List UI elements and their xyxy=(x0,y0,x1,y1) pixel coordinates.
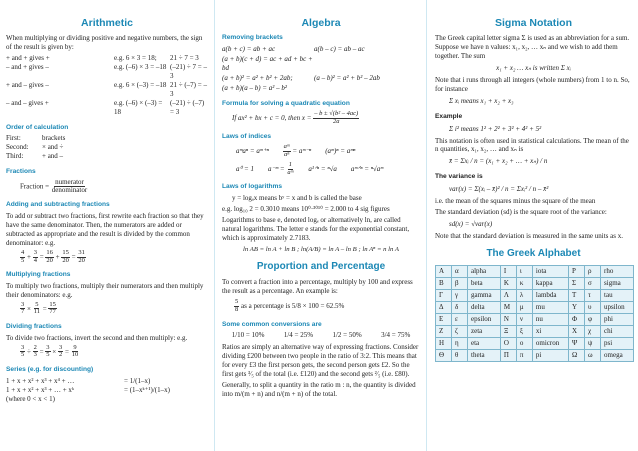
adding-fractions-heading: Adding and subtracting fractions xyxy=(6,201,110,209)
proportion-title: Proportion and Percentage xyxy=(256,261,386,273)
standard-deviation-equation: sd(x) = √var(x) xyxy=(449,219,493,228)
quadratic-heading: Formula for solving a quadratic equation xyxy=(222,99,350,107)
greek-letter-lower: β xyxy=(452,278,468,290)
greek-row xyxy=(436,338,634,350)
greek-letter-upper: Η xyxy=(436,338,452,350)
greek-letter-upper: Μ xyxy=(500,302,516,314)
order-label: Third: xyxy=(6,152,24,161)
greek-letter-upper: Ρ xyxy=(569,266,585,278)
greek-letter-lower: χ xyxy=(585,326,601,338)
greek-letter-upper: Ο xyxy=(500,338,516,350)
greek-letter-lower: ω xyxy=(585,350,601,362)
sign-rule: + and – gives – xyxy=(6,81,49,90)
greek-row xyxy=(436,350,634,362)
index-law: a⁰ = 1 xyxy=(236,164,255,173)
adding-fractions-text: To add or subtract two fractions, first rewrite each fraction so that they have the same denominator. Then, the numerators are added or subtracted as appropriate and the result is divided by the common denominator: e.g. xyxy=(6,211,204,247)
multiplying-fractions-equation: $\frac{3}{7}$ × $\frac{5}{11}$ = $\frac{15}{77}$ xyxy=(21,300,56,316)
sign-rule-row xyxy=(6,99,208,117)
bracket-rule: (a – b)² = a² + b² – 2ab xyxy=(314,73,380,82)
greek-letter-lower: λ xyxy=(516,290,532,302)
sigma-instance-equation: Σ xᵢ means x₁ + x₂ + x₃ xyxy=(449,97,514,106)
greek-row xyxy=(436,314,634,326)
dividing-fractions-text: To divide two fractions, invert the second and then multiply: e.g. xyxy=(6,333,188,342)
greek-letter-name: theta xyxy=(468,350,501,362)
index-law: aᵐaⁿ = aᵐ⁺ⁿ xyxy=(236,146,269,155)
indices-row-1: aᵐaⁿ = aᵐ⁺ⁿ $\frac{\text{aᵐ}}{\text{aⁿ}}$ = aᵐ⁻ⁿ (aᵐ)ⁿ = aᵐⁿ xyxy=(236,143,356,158)
order-label: First: xyxy=(6,134,21,143)
adding-fractions-equation: $\frac{4}{5}$ + $\frac{3}{4}$ = $\frac{16}{20}$ + $\frac{15}{20}$ = $\frac{31}{20}$ xyxy=(21,248,85,264)
greek-letter-lower: κ xyxy=(516,278,532,290)
conversion: 1/10 = 10% xyxy=(231,330,265,339)
greek-letter-lower: μ xyxy=(516,302,532,314)
greek-letter-lower: σ xyxy=(585,278,601,290)
bracket-rule: (a + b)(a – b) = a² – b² xyxy=(222,83,287,92)
greek-row xyxy=(436,302,634,314)
greek-row xyxy=(436,290,634,302)
sign-rule: – and + gives – xyxy=(6,63,49,72)
order-label: Second: xyxy=(6,143,29,152)
statistics-text: This notation is often used in statistical calculations. The mean of the n quantities, x₁, x₂, … and xₙ is xyxy=(435,136,629,154)
order-value: brackets xyxy=(42,134,66,143)
denominator-label: denominator xyxy=(51,186,88,195)
sum-notation-equation: x₁ + x₂ … xₙ is written Σ xᵢ xyxy=(496,64,571,73)
sign-rule: – and – gives + xyxy=(6,99,49,108)
quadratic-numerator: – b ± √(b² – 4ac) xyxy=(314,110,359,118)
dividing-fractions-heading: Dividing fractions xyxy=(6,323,62,331)
greek-letter-name: phi xyxy=(601,314,634,326)
brackets-list xyxy=(222,45,420,93)
series-expression: 1 + x + x² + x³ + … + xᵏ xyxy=(6,385,75,394)
series-condition: (where 0 < x < 1) xyxy=(6,394,55,403)
greek-letter-name: kappa xyxy=(532,278,568,290)
greek-letter-lower: ν xyxy=(516,314,532,326)
greek-letter-lower: γ xyxy=(452,290,468,302)
conversion: 1/2 = 50% xyxy=(332,330,362,339)
greek-letter-upper: Υ xyxy=(569,302,585,314)
order-heading: Order of calculation xyxy=(6,124,69,132)
greek-letter-upper: Ν xyxy=(500,314,516,326)
mean-equation: x̄ = Σxᵢ / n = (x₁ + x₂ + … + xₙ) / n xyxy=(449,157,548,166)
greek-row xyxy=(436,266,634,278)
greek-letter-name: rho xyxy=(601,266,634,278)
sign-example: e.g. (–6) × 3 = –18 xyxy=(114,63,167,72)
greek-letter-lower: ι xyxy=(516,266,532,278)
arithmetic-column xyxy=(0,0,214,451)
variance-heading: The variance is xyxy=(435,173,483,181)
greek-letter-name: epsilon xyxy=(468,314,501,326)
greek-letter-name: omicron xyxy=(532,338,568,350)
greek-letter-name: sigma xyxy=(601,278,634,290)
sign-example: e.g. (–6) × (–3) = 18 xyxy=(114,99,163,117)
sign-rules-intro: When multiplying or dividing positive and negative numbers, the sign of the result is given by: xyxy=(6,34,203,52)
sigma-column xyxy=(426,0,638,451)
greek-letter-upper: Γ xyxy=(436,290,452,302)
index-law: a⁻ᵐ = xyxy=(268,164,285,173)
log-definition: y = logₐx means bʸ = x and b is called the base xyxy=(232,193,362,202)
conversion: 3/4 = 75% xyxy=(381,330,411,339)
greek-letter-upper: Τ xyxy=(569,290,585,302)
greek-letter-upper: Δ xyxy=(436,302,452,314)
greek-letter-upper: Π xyxy=(500,350,516,362)
greek-letter-name: gamma xyxy=(468,290,501,302)
greek-letter-name: mu xyxy=(532,302,568,314)
fraction-label: Fraction = xyxy=(20,182,50,191)
sign-example-div: 21 ÷ 7 = 3 xyxy=(170,54,199,63)
indices-row-2: a⁰ = 1 a⁻ᵐ = $\frac{1}{\text{aᵐ}}$ a¹ᐟⁿ = ⁿ√a aᵐᐟⁿ = ⁿ√aᵐ xyxy=(236,160,384,176)
greek-letter-name: iota xyxy=(532,266,568,278)
proportion-text: To convert a fraction into a percentage, multiply by 100 and express the result as a percentage. An example is: xyxy=(222,277,413,295)
greek-letter-upper: Χ xyxy=(569,326,585,338)
greek-letter-name: psi xyxy=(601,338,634,350)
sigma-intro: The Greek capital letter sigma Σ is used as an abbreviation for a sum. Suppose we have n values: x₁, x₂, … xₙ and we wish to add them together. The sum xyxy=(435,34,630,61)
sign-example-div: (–21) ÷ (–7) = 3 xyxy=(170,99,205,117)
conversions-list xyxy=(222,331,420,340)
sign-rule: + and + gives + xyxy=(6,54,50,63)
sign-rules-table xyxy=(6,54,208,117)
greek-letter-name: alpha xyxy=(468,266,501,278)
greek-letter-lower: α xyxy=(452,266,468,278)
natural-log-text: Logarithms to base e, denoted logₑ or alternatively ln, are called natural logarithms. The letter e stands for the exponential constant, which is approximately 2.7183. xyxy=(222,215,410,242)
greek-letter-name: upsilon xyxy=(601,302,634,314)
index-law: a¹ᐟⁿ = ⁿ√a xyxy=(308,164,337,173)
greek-letter-lower: θ xyxy=(452,350,468,362)
standard-deviation-text: The standard deviation (sd) is the square root of the variance: xyxy=(435,207,607,216)
series-heading: Series (e.g. for discounting) xyxy=(6,366,94,374)
greek-letter-name: zeta xyxy=(468,326,501,338)
greek-letter-name: chi xyxy=(601,326,634,338)
greek-letter-lower: δ xyxy=(452,302,468,314)
indices-heading: Laws of indices xyxy=(222,132,272,140)
greek-letter-lower: φ xyxy=(585,314,601,326)
arithmetic-title: Arithmetic xyxy=(81,17,133,29)
greek-letter-upper: Ψ xyxy=(569,338,585,350)
greek-letter-name: xi xyxy=(532,326,568,338)
greek-letter-lower: ε xyxy=(452,314,468,326)
bracket-rule: (a + b)(c + d) = ac + ad + bc + bd xyxy=(222,54,313,72)
conversion: 1/4 = 25% xyxy=(283,330,314,339)
series-sum: = (1–xᵏ⁺¹)/(1–x) xyxy=(124,385,170,394)
log-example: e.g. log₁₀ 2 = 0.3010 means 10⁰·³⁰¹⁰ = 2.000 to 4 sig figures xyxy=(222,204,390,213)
order-value: + and – xyxy=(42,152,64,161)
dividing-fractions-equation: $\frac{3}{5}$ ÷ $\frac{2}{3}$ = $\frac{3}{5}$ × $\frac{3}{2}$ = $\frac{9}{10}$ xyxy=(21,343,79,359)
greek-letter-upper: Ζ xyxy=(436,326,452,338)
greek-letter-name: lambda xyxy=(532,290,568,302)
greek-letter-name: omega xyxy=(601,350,634,362)
greek-letter-upper: Λ xyxy=(500,290,516,302)
bracket-rule: a(b – c) = ab – ac xyxy=(314,44,365,53)
greek-letter-upper: Ω xyxy=(569,350,585,362)
algebra-title: Algebra xyxy=(301,17,341,29)
greek-letter-name: nu xyxy=(532,314,568,326)
sigma-note: Note that i runs through all integers (whole numbers) from 1 to n. So, for instance xyxy=(435,76,630,94)
brackets-heading: Removing brackets xyxy=(222,34,283,42)
sign-example: e.g. 6 × 3 = 18; xyxy=(114,54,157,63)
sign-rule-row xyxy=(6,54,208,63)
greek-letter-upper: Ι xyxy=(500,266,516,278)
greek-letter-name: eta xyxy=(468,338,501,350)
greek-letter-lower: η xyxy=(452,338,468,350)
multiplying-fractions-text: To multiply two fractions, multiply their numerators and then multiply their denominators: e.g. xyxy=(6,281,204,299)
order-list xyxy=(6,134,208,161)
greek-letter-upper: Φ xyxy=(569,314,585,326)
series-expression: 1 + x + x² + x³ + x⁴ + … xyxy=(6,376,75,385)
index-law: (aᵐ)ⁿ = aᵐⁿ xyxy=(325,146,356,155)
example-equation: Σ i² means 1² + 2² + 3² + 4² + 5² xyxy=(449,124,542,133)
greek-letter-name: delta xyxy=(468,302,501,314)
multiplying-fractions-heading: Multiplying fractions xyxy=(6,271,71,279)
sigma-title: Sigma Notation xyxy=(494,17,572,29)
bracket-rule: a(b + c) = ab + ac xyxy=(222,44,276,53)
fractions-heading: Fractions xyxy=(6,168,36,176)
index-law: aᵐᐟⁿ = ⁿ√aᵐ xyxy=(350,164,384,173)
greek-letter-upper: Α xyxy=(436,266,452,278)
greek-letter-lower: ζ xyxy=(452,326,468,338)
logarithms-heading: Laws of logarithms xyxy=(222,183,283,191)
greek-letter-upper: Σ xyxy=(569,278,585,290)
greek-letter-upper: Κ xyxy=(500,278,516,290)
greek-row xyxy=(436,278,634,290)
algebra-column xyxy=(214,0,426,451)
fraction-definition xyxy=(20,179,208,195)
greek-alphabet-title: The Greek Alphabet xyxy=(486,247,581,259)
percentage-example-text: as a percentage is 5/8 × 100 = 62.5% xyxy=(241,301,345,310)
standard-deviation-note: Note that the standard deviation is measured in the same units as x. xyxy=(435,231,623,240)
sign-example-div: (–21) ÷ 7 = –3 xyxy=(170,63,207,81)
greek-letter-lower: ψ xyxy=(585,338,601,350)
greek-letter-name: pi xyxy=(532,350,568,362)
index-law: = aᵐ⁻ⁿ xyxy=(292,147,312,156)
greek-letter-upper: Ε xyxy=(436,314,452,326)
greek-letter-upper: Β xyxy=(436,278,452,290)
greek-letter-upper: Θ xyxy=(436,350,452,362)
log-laws: ln AB = ln A + ln B ; ln(A/B) = ln A – ln B ; ln Aⁿ = n ln A xyxy=(242,245,399,253)
sign-rule-row xyxy=(6,81,208,99)
greek-letter-upper: Ξ xyxy=(500,326,516,338)
ratios-general-text: Generally, to split a quantity in the ratio m : n, the quantity is divided into m/(m + n) and n/(m + n) of the total. xyxy=(222,380,416,398)
series-list xyxy=(6,377,208,404)
sign-example-div: 21 ÷ (–7) = –3 xyxy=(170,81,207,99)
bracket-rule: (a + b)² = a² + b² + 2ab; xyxy=(222,73,293,82)
quadratic-formula: If ax² + bx + c = 0, then x = $\frac{\text{– b ± √(b² – 4ac)}}{2a}$ xyxy=(232,110,359,125)
sign-example: e.g. 6 × (–3) = –18 xyxy=(114,81,167,90)
variance-note: i.e. the mean of the squares minus the square of the mean xyxy=(435,196,596,205)
variance-equation: var(x) = Σ(xᵢ – x̄)² / n = Σxᵢ² / n – x̄² xyxy=(449,184,549,193)
greek-letter-lower: ρ xyxy=(585,266,601,278)
conversions-heading: Some common conversions are xyxy=(222,320,322,328)
numerator-label: numerator xyxy=(55,177,84,186)
greek-letter-lower: π xyxy=(516,350,532,362)
greek-letter-lower: υ xyxy=(585,302,601,314)
greek-row xyxy=(436,326,634,338)
series-sum: = 1/(1–x) xyxy=(124,376,151,385)
example-heading: Example xyxy=(435,113,463,121)
order-value: × and ÷ xyxy=(42,143,64,152)
greek-letter-name: beta xyxy=(468,278,501,290)
quadratic-denominator: 2a xyxy=(332,117,340,125)
greek-alphabet-table xyxy=(435,265,634,362)
quadratic-condition: If ax² + bx + c = 0, then xyxy=(232,114,301,122)
percentage-example: $\frac{5}{8}$ as a percentage is 5/8 × 100 = 62.5% xyxy=(235,297,345,313)
greek-letter-lower: ο xyxy=(516,338,532,350)
greek-letter-lower: ξ xyxy=(516,326,532,338)
greek-letter-name: tau xyxy=(601,290,634,302)
ratios-text: Ratios are simply an alternative way of expressing fractions. Consider dividing £200 between two people in the ratio of 3:2. This means that for every £3 the first person gets, the second person gets £2. So the first gets ³⁄₅ of the total (i.e. £120) and the second gets ²⁄₅ (i.e. £80). xyxy=(222,342,419,378)
sign-rule-row xyxy=(6,63,208,81)
greek-letter-lower: τ xyxy=(585,290,601,302)
